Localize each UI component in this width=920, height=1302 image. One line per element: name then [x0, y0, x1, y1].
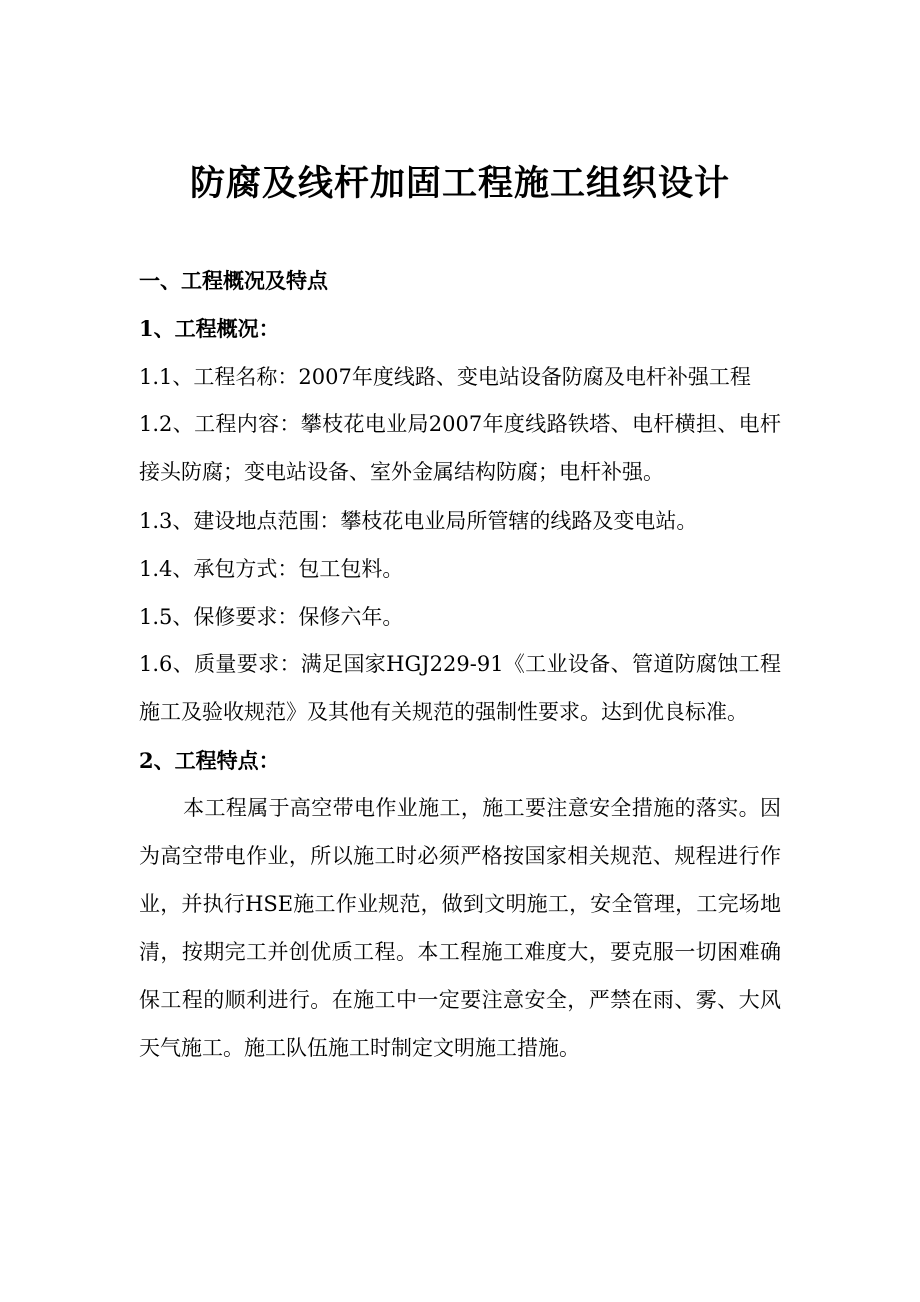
item-construction-location: 1.3、建设地点范围：攀枝花电业局所管辖的线路及变电站。 — [139, 509, 698, 533]
features-paragraph: 本工程属于高空带电作业施工，施工要注意安全措施的落实。因为高空带电作业，所以施工时必须严格按国家相关规范、规程进行作业，并执行HSE施工作业规范，做到文明施工，安全管理，工完场地清，按期完工并创优质工程。本工程施工难度大，要克服一切困难确保工程的顺利进行。在施工中一定要注意安全，严禁在雨、雾、大风天气施工。施工队伍施工时制定文明施工措施。 — [139, 796, 781, 1060]
item-project-name: 1.1、工程名称：2007年度线路、变电站设备防腐及电杆补强工程 — [139, 365, 751, 389]
subheading-project-overview: 1、工程概况： — [139, 316, 280, 341]
item-warranty: 1.5、保修要求：保修六年。 — [139, 605, 404, 629]
subheading-project-features: 2、工程特点： — [139, 748, 280, 773]
document-title: 防腐及线杆加固工程施工组织设计 — [189, 163, 730, 204]
item-quality-requirement: 1.6、质量要求：满足国家HGJ229-91《工业设备、管道防腐蚀工程施工及验收规范》及其他有关规范的强制性要求。达到优良标准。 — [139, 652, 781, 724]
item-contract-method: 1.4、承包方式：包工包料。 — [139, 557, 404, 581]
item-project-content: 1.2、工程内容：攀枝花电业局2007年度线路铁塔、电杆横担、电杆接头防腐；变电站设备、室外金属结构防腐；电杆补强。 — [139, 412, 781, 484]
section-heading-overview: 一、工程概况及特点 — [139, 268, 328, 293]
